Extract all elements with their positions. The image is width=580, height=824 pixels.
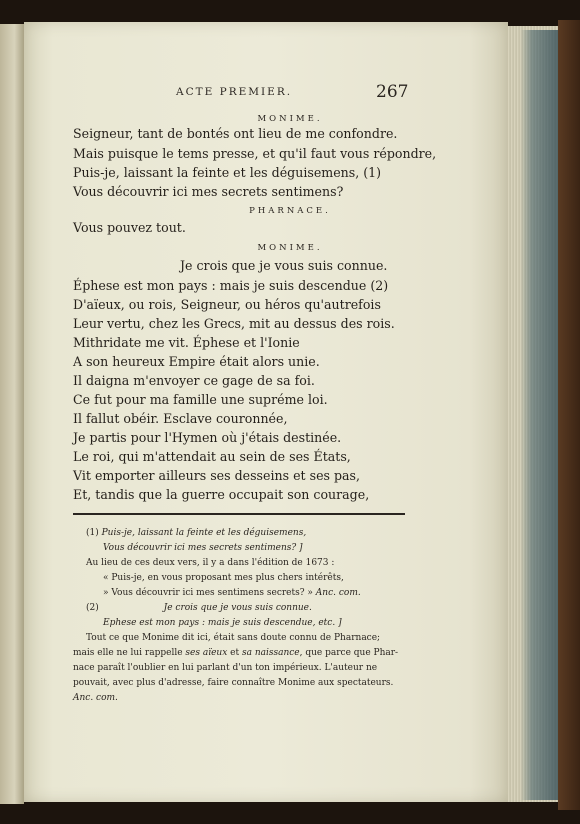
footnote-variant (103, 588, 361, 598)
footnote-2 (86, 603, 312, 613)
footnote-variant-text: » Vous découvrir ici mes sentimens secrets? » (103, 588, 313, 598)
verse-line: Mithridate me vit. Éphese et l'Ionie (73, 335, 300, 350)
verse-line: Vous découvrir ici mes secrets sentimens? (73, 184, 344, 199)
verse-line: Mais puisque le tems presse, et qu'il faut vous répondre, (73, 146, 437, 161)
speaker-monime: MONIME. (257, 114, 323, 124)
verse-line: Vit emporter ailleurs ses desseins et ses pas, (73, 468, 361, 483)
book-cover (558, 20, 580, 810)
verse-line: Il daigna m'envoyer ce gage de sa foi. (73, 373, 315, 388)
speaker-pharnace: PHARNACE. (249, 206, 331, 216)
verse-line: Le roi, qui m'attendait au sein de ses États, (73, 449, 351, 464)
footnote-text: mais elle ne lui rappelle ses aïeux et sa naissance, que parce que Phar- (73, 648, 399, 658)
footnote-source: Anc. com. (315, 588, 361, 598)
footnote-quote: Puis-je, laissant la feinte et les déguisemens, (101, 528, 307, 538)
footnote-text: nace paraît l'oublier en lui parlant d'un ton impérieux. L'auteur ne (73, 663, 378, 673)
footnote-source: Anc. com. (73, 693, 118, 703)
verse-line: Éphese est mon pays : mais je suis descendue (2) (73, 278, 389, 293)
verse-line: Il fallut obéir. Esclave couronnée, (73, 411, 288, 426)
footnote-rule (73, 513, 405, 515)
footnote-1 (86, 528, 306, 538)
footnote-text: Tout ce que Monime dit ici, était sans doute connu de Pharnace; (86, 633, 381, 643)
running-title: ACTE PREMIER. (176, 86, 293, 98)
verse-line: Je partis pour l'Hymen où j'étais destinée. (73, 430, 342, 445)
footnote-quote: Ephese est mon pays : mais je suis descendue, etc. ] (103, 618, 342, 628)
verse-line: Et, tandis que la guerre occupait son courage, (73, 487, 370, 502)
speaker-monime: MONIME. (257, 243, 323, 253)
verse-line: Leur vertu, chez les Grecs, mit au dessus des rois. (73, 316, 395, 331)
footnote-text: pouvait, avec plus d'adresse, faire connaître Monime aux spectateurs. (73, 678, 394, 688)
marbled-edge (520, 30, 560, 800)
footnote-quote: Vous découvrir ici mes secrets sentimens? ] (103, 543, 303, 553)
footnote-variant: « Puis-je, en vous proposant mes plus chers intérêts, (103, 573, 344, 583)
facing-page-edge (0, 24, 24, 804)
verse-line: Vous pouvez tout. (73, 220, 186, 235)
verse-line: D'aïeux, ou rois, Seigneur, ou héros qu'autrefois (73, 297, 381, 312)
verse-line: A son heureux Empire était alors unie. (73, 354, 320, 369)
footnote-text: Au lieu de ces deux vers, il y a dans l'édition de 1673 : (86, 558, 335, 568)
footnote-quote: Je crois que je vous suis connue. (163, 603, 312, 613)
footnote-label: (1) (86, 528, 99, 538)
verse-line: Je crois que je vous suis connue. (180, 258, 388, 273)
verse-line: Seigneur, tant de bontés ont lieu de me confondre. (73, 126, 398, 141)
verse-line: Ce fut pour ma famille une supréme loi. (73, 392, 328, 407)
footnote-label: (2) (86, 603, 99, 613)
verse-line: Puis-je, laissant la feinte et les déguisemens, (1) (73, 165, 382, 180)
page-number: 267 (376, 82, 409, 102)
